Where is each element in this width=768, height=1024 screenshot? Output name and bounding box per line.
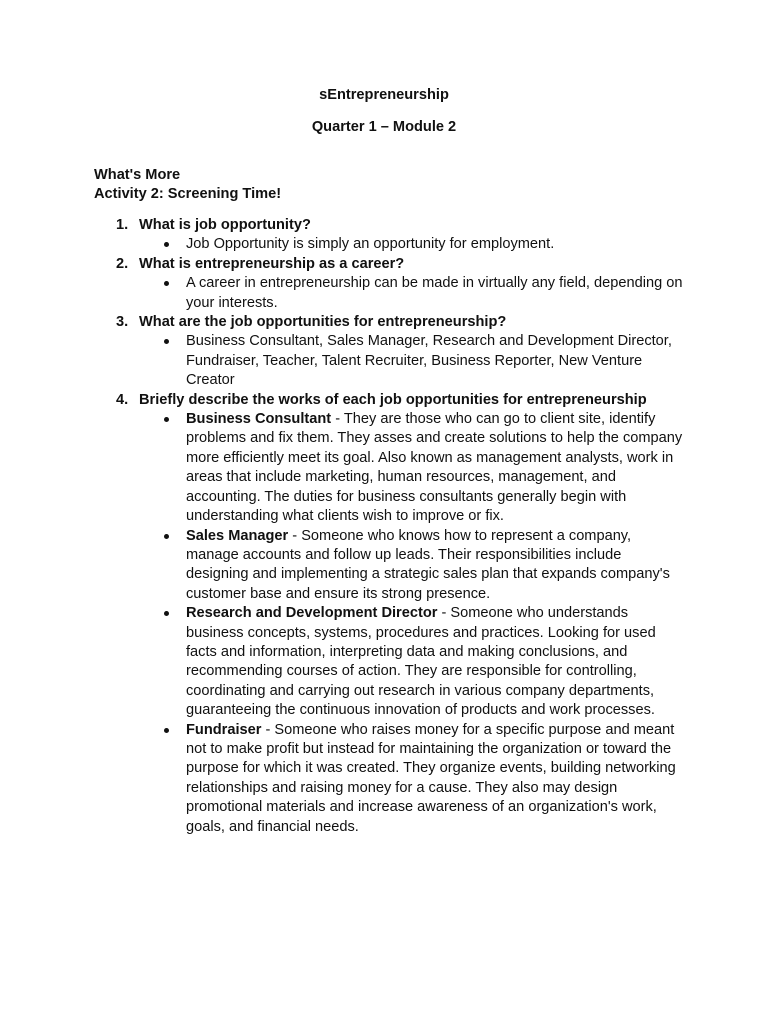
answer-item	[139, 721, 684, 837]
question-item	[94, 391, 684, 837]
question-item	[94, 255, 684, 313]
bullet-icon	[164, 339, 169, 344]
bullet-icon	[164, 417, 169, 422]
question-number: 1.	[116, 217, 129, 233]
answer-item	[139, 235, 684, 254]
answer-item	[139, 410, 684, 526]
answer-list	[139, 332, 684, 390]
question-number: 4.	[116, 391, 129, 408]
bullet-icon	[164, 242, 169, 247]
document-title: sEntrepreneurship	[319, 87, 449, 103]
question-text: What is entrepreneurship as a career?	[139, 255, 405, 272]
section-header	[94, 166, 694, 205]
activity-heading: Activity 2: Screening Time!	[94, 186, 282, 203]
question-list	[94, 216, 684, 837]
answer-text: Job Opportunity is simply an opportunity for employment.	[186, 236, 555, 253]
answer-list	[139, 410, 684, 837]
question-text: Briefly describe the works of each job opportunities for entrepreneurship	[139, 391, 647, 408]
bullet-icon	[164, 534, 169, 539]
question-text: What is job opportunity?	[139, 217, 311, 233]
bullet-icon	[164, 611, 169, 616]
bullet-icon	[164, 728, 169, 733]
answer-text: A career in entrepreneurship can be made in virtually any field, depending on your interests.	[186, 275, 683, 311]
question-text: What are the job opportunities for entrepreneurship?	[139, 314, 507, 331]
answer-term: Business Consultant	[186, 411, 332, 428]
answer-text: - Someone who understands business concepts, systems, procedures and practices. Looking for used facts and information, interpreting data and making conclusions, and recommending courses of action. They are responsible for controlling, coordinating and carrying out research in various company departments, guaranteeing the continuous innovation of products and work processes.	[186, 605, 656, 719]
answer-text: - Someone who raises money for a specific purpose and meant not to make profit but instead for maintaining the organization or toward the purpose for which it was created. They organize events, building networking relationships and raising money for a cause. They also may design promotional materials and increase awareness of an organization's work, goals, and financial needs.	[186, 721, 676, 835]
question-item	[94, 216, 684, 255]
answer-text: Business Consultant, Sales Manager, Research and Development Director, Fundraiser, Teacher, Talent Recruiter, Business Reporter, New Venture Creator	[186, 333, 672, 389]
question-item	[94, 313, 684, 391]
bullet-icon	[164, 281, 169, 286]
answer-term: Fundraiser	[186, 721, 262, 738]
answer-term: Research and Development Director	[186, 605, 438, 622]
answer-item	[139, 527, 684, 605]
answer-item	[139, 332, 684, 390]
answer-term: Sales Manager	[186, 527, 289, 544]
answer-list	[139, 274, 684, 313]
question-number: 2.	[116, 255, 129, 272]
answer-text: - They are those who can go to client site, identify problems and fix them. They asses and create solutions to help the company more efficiently meet its goal. Also known as management analysts, work in areas that include marketing, human resources, management, and accounting. The duties for business consultants generally begin with understanding what clients wish to improve or fix.	[186, 411, 683, 525]
answer-list	[139, 235, 684, 254]
document-subtitle: Quarter 1 – Module 2	[311, 119, 457, 135]
question-number: 3.	[116, 314, 129, 331]
answer-item	[139, 274, 684, 313]
section-heading: What's More	[94, 167, 181, 183]
answer-text: - Someone who knows how to represent a company, manage accounts and follow up leads. Their responsibilities include designing and implementing a strategic sales plan that expands company's customer base and ensure its strong presence.	[186, 527, 670, 602]
answer-item	[139, 604, 684, 720]
